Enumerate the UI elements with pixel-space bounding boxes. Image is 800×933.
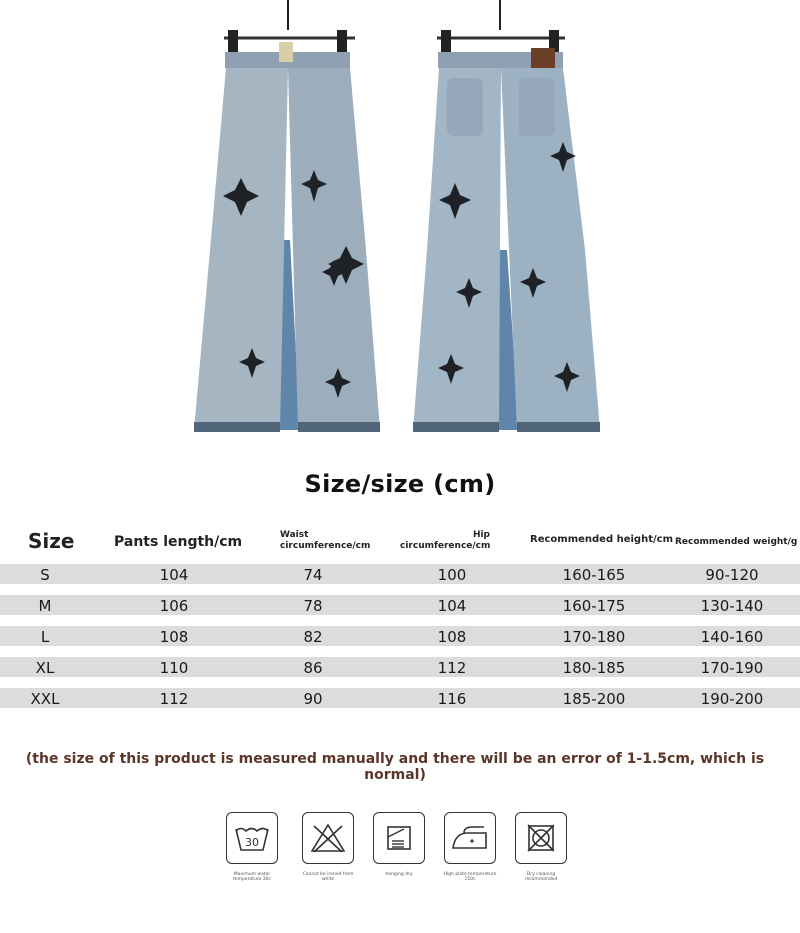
header-hip xyxy=(400,530,490,552)
header-hip-line2: circumference/cm xyxy=(400,541,491,551)
no-tumble-dry-icon xyxy=(525,822,557,854)
table-row xyxy=(0,688,800,708)
table-row xyxy=(0,657,800,677)
cell-hip: 100 xyxy=(437,566,467,584)
hang-dry-icon xyxy=(384,823,414,853)
no-bleach-icon xyxy=(310,822,346,854)
cell-length: 112 xyxy=(159,690,189,708)
cell-hip: 104 xyxy=(437,597,467,615)
header-hip-line1: Hip xyxy=(472,530,490,540)
cell-size: S xyxy=(40,566,50,584)
cell-weight: 130-140 xyxy=(700,597,764,615)
cell-weight: 90-120 xyxy=(705,566,759,584)
care-item-iron xyxy=(440,812,500,882)
cell-height: 160-175 xyxy=(562,597,626,615)
table-row xyxy=(0,626,800,646)
care-item-wash xyxy=(222,812,282,882)
cell-length: 110 xyxy=(159,659,189,677)
cell-height: 160-165 xyxy=(562,566,626,584)
header-size: Size xyxy=(28,529,75,553)
header-weight: Recommended weight/g xyxy=(675,537,798,547)
care-label-hang: hanging dry xyxy=(385,872,413,877)
table-row xyxy=(0,564,800,584)
care-item-hang xyxy=(369,812,429,877)
cell-height: 180-185 xyxy=(562,659,626,677)
cell-waist: 78 xyxy=(303,597,323,615)
care-label-tumble: Dry cleaning recommended xyxy=(524,872,558,882)
wash-30-icon xyxy=(233,823,271,853)
cell-weight: 170-190 xyxy=(700,659,764,677)
cell-hip: 108 xyxy=(437,628,467,646)
cell-waist: 86 xyxy=(303,659,323,677)
table-row xyxy=(0,595,800,615)
header-waist xyxy=(280,530,380,552)
cell-length: 104 xyxy=(159,566,189,584)
size-chart-title: Size/size (cm) xyxy=(304,470,496,498)
product-photos xyxy=(0,0,800,455)
cell-waist: 90 xyxy=(303,690,323,708)
cell-length: 106 xyxy=(159,597,189,615)
iron-icon xyxy=(450,824,490,852)
size-table xyxy=(0,525,800,708)
cell-height: 185-200 xyxy=(562,690,626,708)
table-header xyxy=(0,525,800,561)
cell-waist: 74 xyxy=(303,566,323,584)
care-instructions xyxy=(222,812,582,892)
header-pants-length: Pants length/cm xyxy=(114,534,243,550)
header-waist-line1: Waist xyxy=(280,530,309,540)
care-item-tumble xyxy=(511,812,571,882)
cell-size: L xyxy=(40,628,50,646)
care-label-bleach: Cannot be ironed from white xyxy=(302,872,354,882)
cell-weight: 190-200 xyxy=(700,690,764,708)
cell-size: XXL xyxy=(30,690,60,708)
cell-size: XL xyxy=(35,659,55,677)
care-label-iron: High plate temperature 110c xyxy=(443,872,497,882)
jeans-front-image xyxy=(180,0,395,455)
cell-length: 108 xyxy=(159,628,189,646)
header-waist-line2: circumference/cm xyxy=(280,541,371,551)
cell-waist: 82 xyxy=(303,628,323,646)
measurement-note: (the size of this product is measured manually and there will be an error of 1-1.5cm, which is normal) xyxy=(25,751,765,783)
svg-text:30: 30 xyxy=(245,836,259,849)
care-label-wash: Maximum water temperature 30c xyxy=(233,872,271,882)
jeans-back-image xyxy=(395,0,610,455)
care-item-bleach xyxy=(298,812,358,882)
cell-weight: 140-160 xyxy=(700,628,764,646)
cell-hip: 116 xyxy=(437,690,467,708)
header-height: Recommended height/cm xyxy=(530,534,673,545)
cell-size: M xyxy=(38,597,52,615)
cell-hip: 112 xyxy=(437,659,467,677)
cell-height: 170-180 xyxy=(562,628,626,646)
